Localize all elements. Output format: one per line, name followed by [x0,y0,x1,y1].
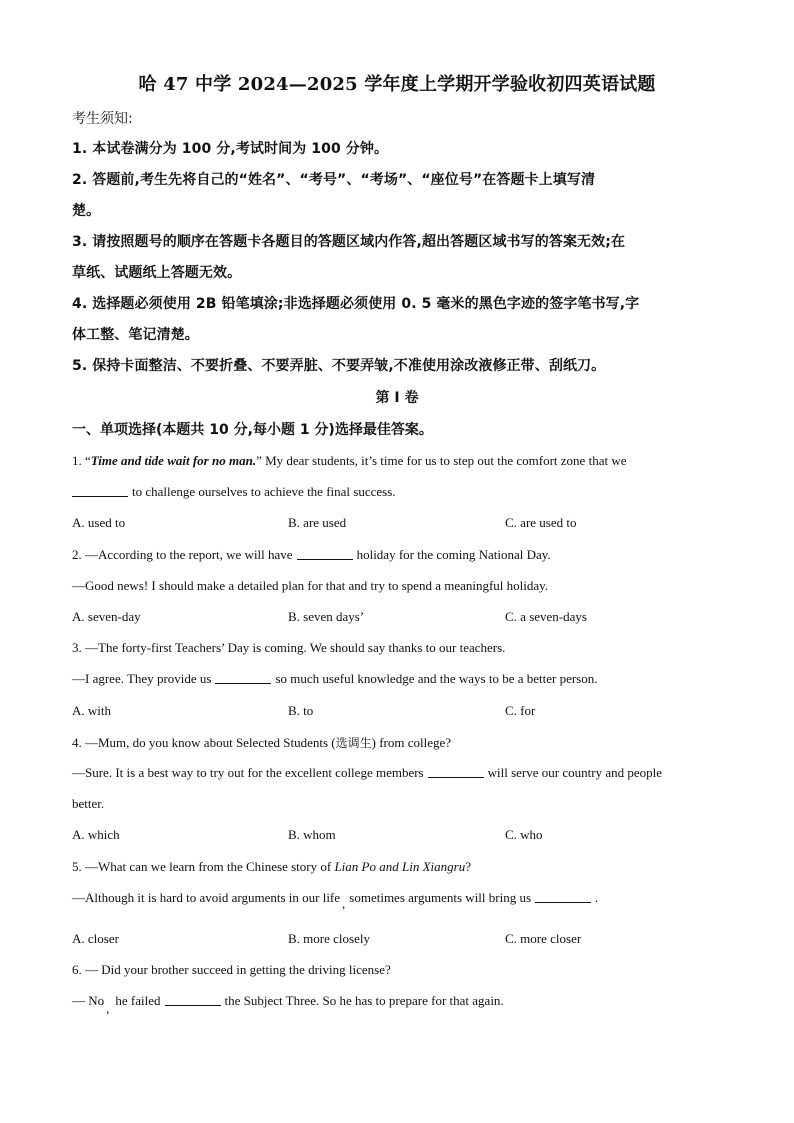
q1-quote: Time and tide wait for no man. [90,453,257,468]
q3-blank[interactable] [215,671,271,684]
q1-text: ” My dear students, it’s time for us to step out the comfort zone that we [256,453,627,468]
q3-line2 [72,671,722,687]
q6-text: — No [72,993,105,1008]
rule-1: 1. 本试卷满分为 100 分,考试时间为 100 分钟。 [72,141,389,157]
q3-text: —I agree. They provide us [72,671,212,686]
q5-text-3: —Although it is hard to avoid arguments in our life [72,890,341,905]
rule-3: 3. 请按照题号的顺序在答题卡各题目的答题区域内作答,超出答题区域书写的答案无效;在 [72,234,626,250]
q1-blank[interactable] [72,484,128,497]
q4-gloss: 选调生 [335,736,372,750]
q4-option-b[interactable]: B. whom [288,827,336,842]
q6-text-3: the Subject Three. So he has to prepare for that again. [224,993,504,1008]
q6-blank[interactable] [165,993,221,1006]
notice-heading: 考生须知: [72,111,133,127]
q5-line1 [72,859,722,875]
q3-option-c[interactable]: C. for [505,703,536,718]
q5-story-title: Lian Po and Lin Xiangru [334,859,466,874]
q3-option-a[interactable]: A. with [72,703,111,718]
q5-text: 5. —What can we learn from the Chinese story of [72,859,335,874]
q5-comma: , [342,896,346,911]
q4-text: 4. —Mum, do you know about Selected Students ( [72,735,336,750]
q2-line1 [72,547,722,563]
q1-text-2: to challenge ourselves to achieve the final success. [132,484,396,499]
q6-comma: , [106,1001,110,1016]
q5-option-c[interactable]: C. more closer [505,931,582,946]
q4-text-3: —Sure. It is a best way to try out for the excellent college members [72,765,424,780]
q5-text-2: ? [465,859,471,874]
rule-5: 5. 保持卡面整洁、不要折叠、不要弄脏、不要弄皱,不准使用涂改液修正带、刮纸刀。 [72,358,606,374]
q4-option-c[interactable]: C. who [505,827,543,842]
q5-blank[interactable] [535,890,591,903]
q6-line1: 6. — Did your brother succeed in getting the driving license? [72,962,391,977]
q2-option-a[interactable]: A. seven-day [72,609,141,624]
q6-text-2: he failed [115,993,161,1008]
q5-line2 [72,890,722,911]
q1-number: 1. “ [72,453,91,468]
q2-option-b[interactable]: B. seven days’ [288,609,365,624]
section-title: 第 I 卷 [375,390,419,406]
part-one-heading: 一、单项选择(本题共 10 分,每小题 1 分)选择最佳答案。 [72,422,433,438]
rule-2-cont: 楚。 [72,203,101,219]
q3-text-2: so much useful knowledge and the ways to be a better person. [275,671,598,686]
q1-option-a[interactable]: A. used to [72,515,126,530]
q4-line2 [72,765,722,781]
q1-option-c[interactable]: C. are used to [505,515,577,530]
q4-line1 [72,734,722,751]
rule-2: 2. 答题前,考生先将自己的“姓名”、“考号”、“考场”、“座位号”在答题卡上填写清 [72,172,596,188]
q3-option-b[interactable]: B. to [288,703,314,718]
q6-line2 [72,993,722,1016]
q2-line2: —Good news! I should make a detailed plan for that and try to spend a meaningful holiday. [72,578,549,593]
rule-4-cont: 体工整、笔记清楚。 [72,327,199,343]
q4-text-4: will serve our country and people [487,765,662,780]
q5-period: . [595,890,599,905]
q1-line1 [72,453,722,469]
rule-3-cont: 草纸、试题纸上答题无效。 [72,265,242,281]
q3-line1: 3. —The forty-first Teachers’ Day is coming. We should say thanks to our teachers. [72,640,506,655]
q5-text-4: sometimes arguments will bring us [349,890,532,905]
q5-option-b[interactable]: B. more closely [288,931,370,946]
q4-blank[interactable] [428,765,484,778]
q4-text-2: ) from college? [371,735,452,750]
q5-option-a[interactable]: A. closer [72,931,119,946]
q1-option-b[interactable]: B. are used [288,515,347,530]
rule-4: 4. 选择题必须使用 2B 铅笔填涂;非选择题必须使用 0. 5 毫米的黑色字迹的签字笔书写,字 [72,296,640,312]
q2-text-2: holiday for the coming National Day. [356,547,551,562]
q2-option-c[interactable]: C. a seven-days [505,609,587,624]
exam-title: 哈 47 中学 2024—2025 学年度上学期开学验收初四英语试题 [138,74,656,95]
q4-line3: better. [72,796,105,811]
q2-text: 2. —According to the report, we will have [72,547,293,562]
q1-line2 [72,484,722,500]
q4-option-a[interactable]: A. which [72,827,120,842]
q2-blank[interactable] [297,547,353,560]
